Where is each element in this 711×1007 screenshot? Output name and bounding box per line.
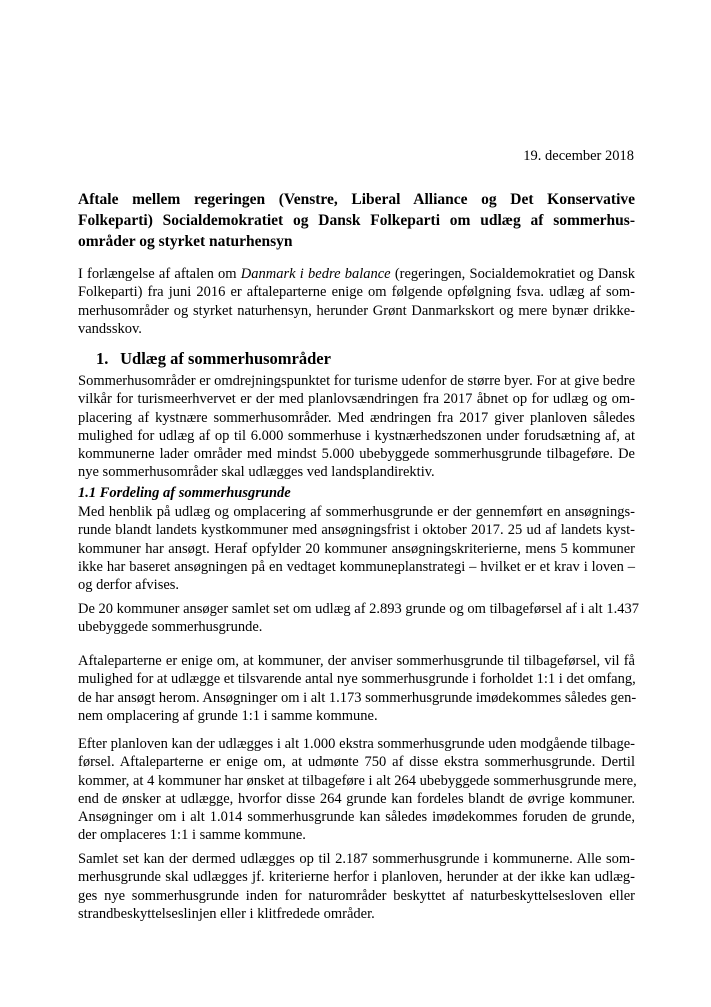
agreement-reference: Danmark i bedre balance [240,266,391,282]
paragraph-line: Ansøgninger om i alt 1.014 sommerhusgrunde kan således imødekommes foruden de grunde, [78,809,635,826]
paragraph-line: nem omplacering af grunde 1:1 i samme kommune. [78,707,378,724]
subsection-paragraph-4 [78,735,635,845]
paragraph-line: ikke har baseret ansøgningen på en vedtaget kommuneplanstrategi – hvilket er et krav i loven – [78,558,635,575]
intro-paragraph [78,265,635,338]
paragraph-line: førsel. Aftaleparterne er enige om, at udmønte 750 af disse ekstra sommerhusgrunde. Dertil [78,754,635,771]
section-heading [96,349,331,369]
paragraph-line: vilkår for turismeerhvervet er der med planlovsændringen fra 2017 åbnet op for udlæg og om- [78,391,635,408]
paragraph-line: Med henblik på udlæg og omplacering af sommerhusgrunde er der gennemført en ansøgnings- [78,504,635,520]
subsection-paragraph-3 [78,652,635,725]
paragraph-line: De 20 kommuner ansøger samlet set om udlæg af 2.893 grunde og om tilbageførsel af i alt 1.437 [78,601,639,617]
section-number: 1. [96,349,109,368]
section-title: Udlæg af sommerhusområder [120,349,331,368]
paragraph-line: kommunerne lader områder med mindst 5.000 ubebyggede sommerhusgrunde tilbageføre. De [78,446,635,463]
paragraph-line: Efter planloven kan der udlægges i alt 1.000 ekstra sommerhusgrunde uden modgående tilbage- [78,736,635,752]
paragraph-line: placering af kystnære sommerhusområder. Med ændringen fra 2017 giver planloven således [78,409,635,426]
paragraph-line: merhusgrunde skal udlægges jf. kriterierne herfor i planloven, herunder at der ikke kan udlæg- [78,869,635,886]
paragraph-line: mulighed for at udlægge et tilsvarende antal nye sommerhusgrunde i forholdet 1:1 i det omfang, [78,671,636,688]
paragraph-line: og derfor afvises. [78,577,180,594]
subsection-paragraph-5 [78,850,635,923]
paragraph-line: runde blandt landets kystkommuner med ansøgningsfrist i oktober 2017. 25 ud af landets kyst- [78,522,635,539]
paragraph-line: kommer, at 4 kommuner har ønsket at tilbageføre i alt 264 ubebyggede sommerhusgrunde mere, [78,772,637,789]
intro-line [78,265,635,283]
paragraph-line: Sommerhusområder er omdrejningspunktet for turisme udenfor de større byer. For at give bedre [78,373,635,389]
paragraph-line: de har ansøgt herom. Ansøgninger om i alt 1.173 sommerhusgrunde imødekommes således gen- [78,689,637,706]
paragraph-line: ges nye sommerhusgrunde inden for naturområder beskyttet af naturbeskyttelsesloven eller [78,887,635,904]
paragraph-line: end de ønsker at udlægge, hvorfor disse 264 grunde kan fordeles blandt de øvrige kommuner. [78,790,635,807]
paragraph-line: nye sommerhusområder skal udlægges ved landsplandirektiv. [78,464,435,481]
paragraph-line: der omplaceres 1:1 i samme kommune. [78,827,306,844]
subsection-paragraph-2 [78,600,639,637]
intro-line: Folkeparti) fra juni 2016 er aftaleparterne enige om følgende opfølgning fsva. udlæg af som- [78,284,635,301]
subsection-paragraph-1 [78,503,635,594]
intro-text: (regeringen, Socialdemokratiet og Dansk [390,266,635,282]
subsection-heading: 1.1 Fordeling af sommerhusgrunde [78,485,291,501]
paragraph-line: kommuner har ansøgt. Heraf opfylder 20 kommuner ansøgningskriterierne, mens 5 kommuner [78,540,635,557]
section-paragraph [78,372,635,482]
paragraph-line: mulighed for udlæg af op til 6.000 sommerhuse i kystnærhedszonen under forudsætning af, at [78,427,635,444]
paragraph-line: ubebyggede sommerhusgrunde. [78,619,263,636]
document-date: 19. december 2018 [523,148,634,164]
paragraph-line: Samlet set kan der dermed udlægges op til 2.187 sommerhusgrunde i kommunerne. Alle som- [78,851,635,867]
intro-line: merhusområder og styrket naturhensyn, herunder Grønt Danmarkskort og mere bynær drikke- [78,302,635,319]
document-title: Aftale mellem regeringen (Venstre, Liberal Alliance og Det Konservative Folkeparti) Socialdemokratiet og Dansk Folkeparti om udlæg af sommerhus-områder og styrket naturhensyn [78,191,635,250]
intro-line: vandsskov. [78,320,142,337]
paragraph-line: Aftaleparterne er enige om, at kommuner, der anviser sommerhusgrunde til tilbageførsel, vil få [78,653,635,669]
intro-text: I forlængelse af aftalen om [78,266,241,282]
paragraph-line: strandbeskyttelseslinjen eller i klitfredede områder. [78,905,375,922]
